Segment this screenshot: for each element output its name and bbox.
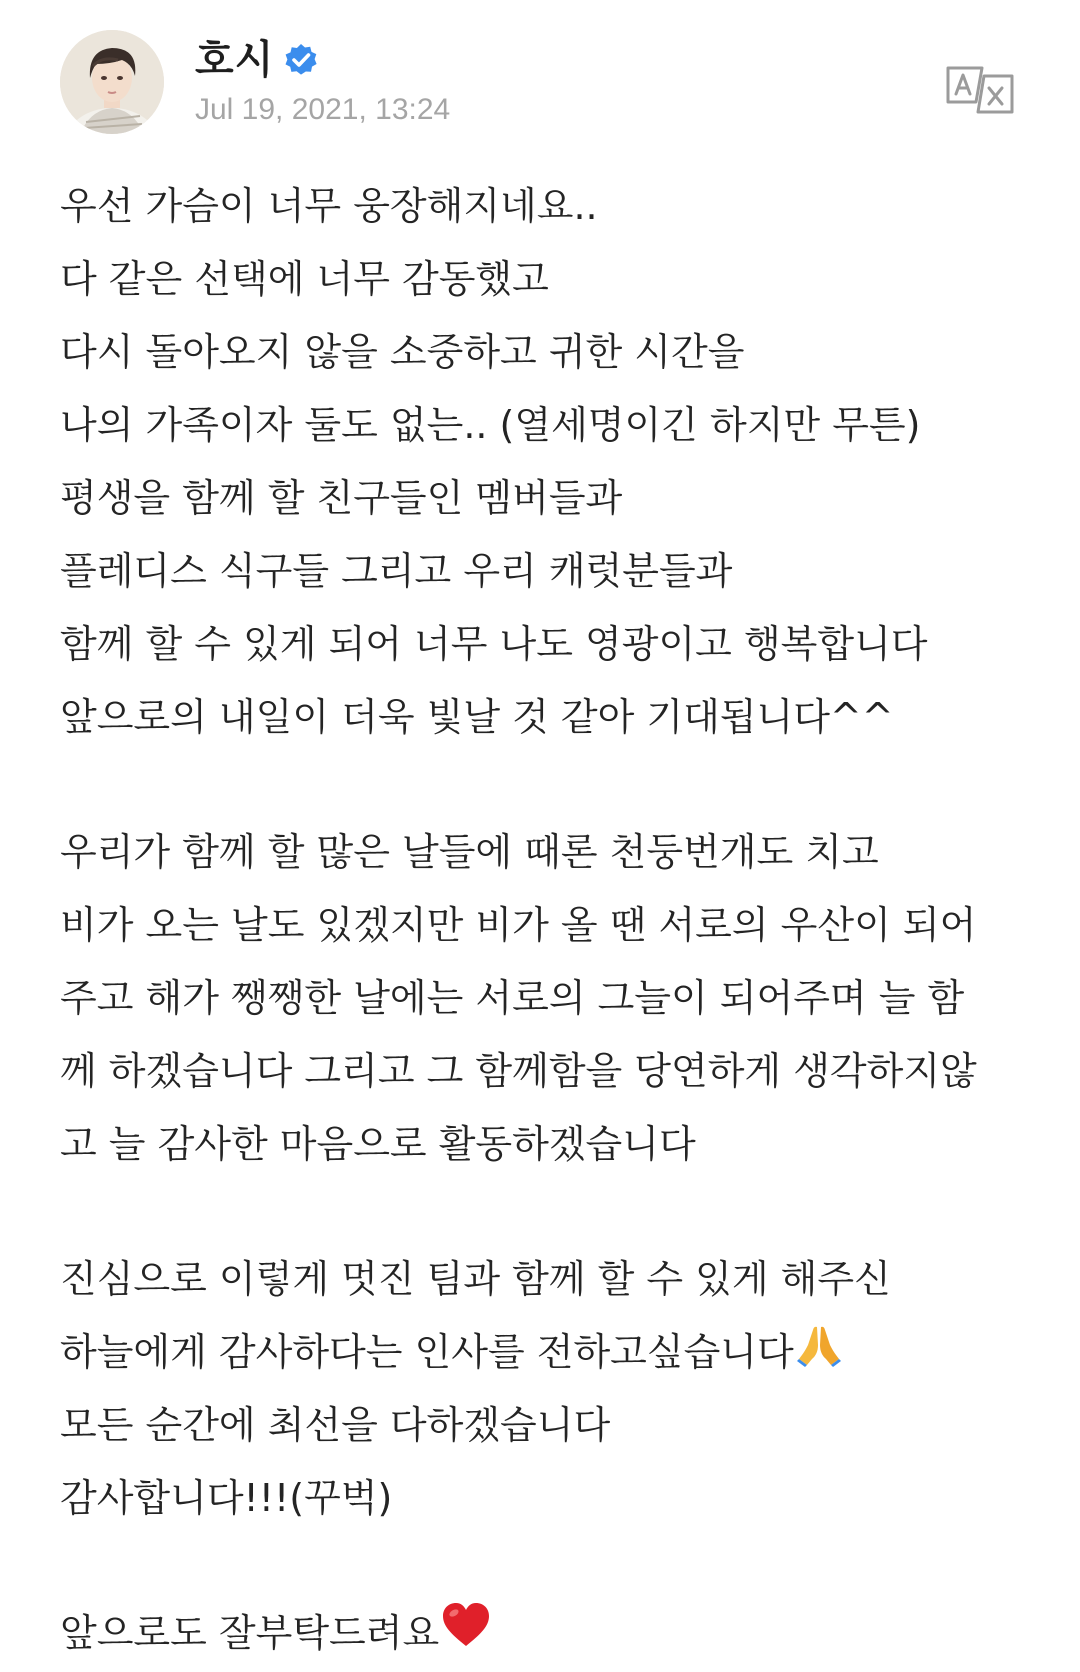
folded-hands-emoji — [796, 1318, 842, 1391]
post-line: 감사합니다!!!(꾸벅) — [60, 1476, 393, 1520]
post-line: 우선 가슴이 너무 웅장해지네요.. — [60, 184, 598, 228]
red-heart-emoji — [441, 1599, 491, 1672]
translate-icon[interactable] — [944, 64, 1016, 116]
paragraph-gap — [60, 1181, 1040, 1243]
post-line: 우리가 함께 할 많은 날들에 때론 천둥번개도 치고 — [60, 830, 879, 874]
post-line: 비가 오는 날도 있겠지만 비가 올 땐 서로의 우산이 되어 — [60, 903, 977, 947]
post-line-text: 하늘에게 감사하다는 인사를 전하고싶습니다 — [60, 1330, 794, 1374]
post-line: 나의 가족이자 둘도 없는.. (열세명이긴 하지만 무튼) — [60, 403, 921, 447]
paragraph-gap — [60, 754, 1040, 816]
paragraph-gap — [60, 1535, 1040, 1597]
post-line-with-emoji — [60, 1316, 1040, 1389]
post-line: 주고 해가 쨍쨍한 날에는 서로의 그늘이 되어주며 늘 함 — [60, 976, 965, 1020]
post-line: 앞으로의 내일이 더욱 빛날 것 같아 기대됩니다^^ — [60, 695, 894, 739]
post-date: Jul 19, 2021, 13:24 — [195, 93, 451, 126]
post-line-with-emoji — [60, 1597, 1040, 1670]
post-line: 진심으로 이렇게 멋진 팀과 함께 할 수 있게 해주신 — [60, 1257, 891, 1301]
post-line: 평생을 함께 할 친구들인 멤버들과 — [60, 476, 623, 520]
post-line-text: 앞으로도 잘부탁드려요 — [60, 1611, 440, 1655]
post-line: 다 같은 선택에 너무 감동했고 — [60, 257, 549, 301]
post-line: 함께 할 수 있게 되어 너무 나도 영광이고 행복합니다 — [60, 622, 928, 666]
author-name[interactable]: 호시 — [195, 37, 275, 83]
post-header — [0, 0, 1080, 150]
post-line: 께 하겠습니다 그리고 그 함께함을 당연하게 생각하지않 — [60, 1049, 977, 1093]
verified-badge-icon — [284, 43, 318, 77]
post-line: 플레디스 식구들 그리고 우리 캐럿분들과 — [60, 549, 733, 593]
author-block — [195, 34, 450, 128]
post-body — [60, 170, 1040, 1670]
post-line: 다시 돌아오지 않을 소중하고 귀한 시간을 — [60, 330, 745, 374]
avatar-photo-icon — [60, 30, 164, 134]
avatar[interactable] — [60, 30, 164, 134]
post-line: 모든 순간에 최선을 다하겠습니다 — [60, 1403, 611, 1447]
post-line: 고 늘 감사한 마음으로 활동하겠습니다 — [60, 1122, 696, 1166]
author-row — [195, 34, 450, 86]
